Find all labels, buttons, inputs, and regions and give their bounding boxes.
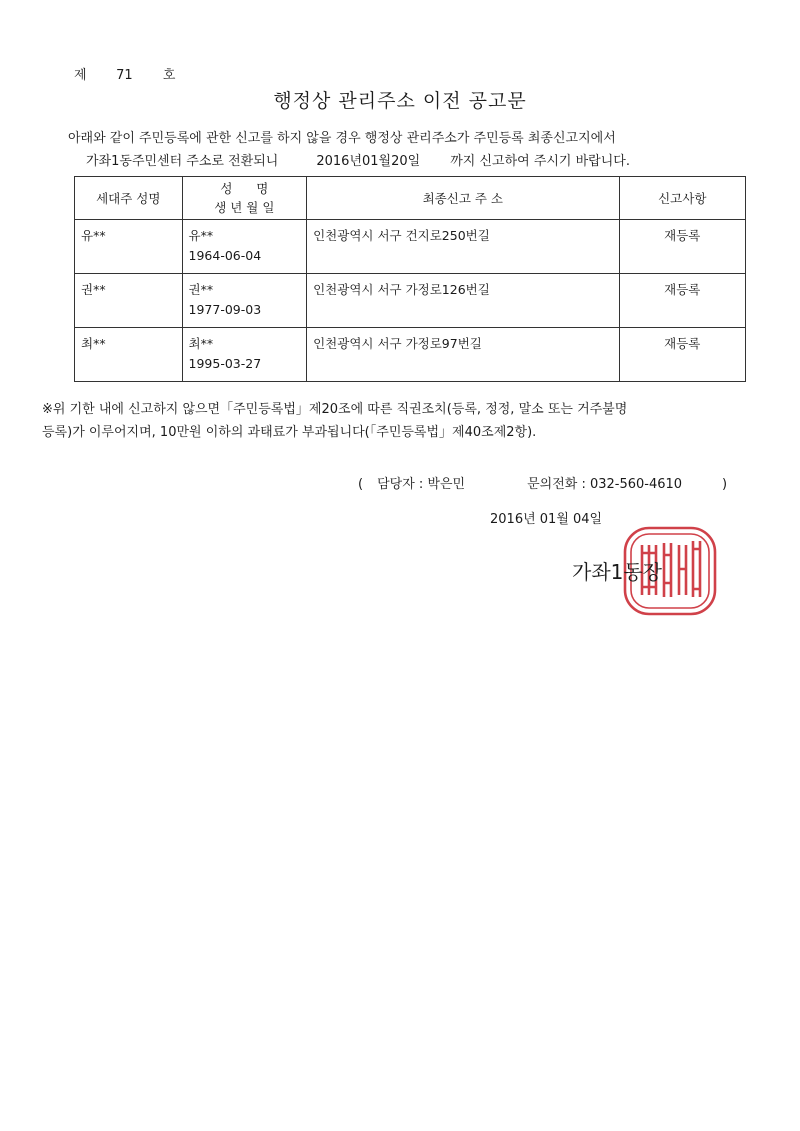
table-row — [75, 220, 746, 274]
header-name: 성 명 — [220, 181, 269, 196]
issuer-name: 가좌1동장 — [572, 560, 663, 584]
table-row — [75, 274, 746, 328]
intro-line-2 — [86, 150, 630, 169]
name-birth-cell — [183, 328, 307, 374]
doc-no-suffix: 호 — [162, 68, 176, 83]
householder-cell: 유** — [81, 228, 106, 243]
doc-no-value: 71 — [116, 68, 133, 83]
address-cell: 인천광역시 서구 가정로97번길 — [313, 336, 482, 351]
doc-no-prefix: 제 — [74, 68, 87, 83]
report-cell: 재등록 — [664, 336, 701, 351]
report-cell: 재등록 — [664, 282, 701, 297]
table-header-row — [75, 177, 746, 220]
contact-line — [358, 473, 727, 492]
intro-line-1: 아래와 같이 주민등록에 관한 신고를 하지 않을 경우 행정상 관리주소가 주민등록 최종신고지에서 — [68, 131, 616, 146]
deadline-date: 2016년01월20일 — [316, 154, 421, 169]
phone-label: 문의전화 : 032-560-4610 — [527, 477, 683, 492]
name-cell: 권** — [188, 282, 214, 297]
report-cell: 재등록 — [664, 228, 701, 243]
address-cell: 인천광역시 서구 가정로126번길 — [313, 282, 490, 297]
records-table — [74, 176, 746, 382]
intro-line-2-a: 가좌1동주민센터 주소로 전환되니 — [86, 154, 279, 169]
page-title: 행정상 관리주소 이전 공고문 — [273, 90, 527, 112]
name-cell: 최** — [188, 336, 214, 351]
notice-line-2: 등록)가 이루어지며, 10만원 이하의 과태료가 부과됩니다(「주민등록법」제40조제2항). — [42, 425, 537, 440]
header-report: 신고사항 — [619, 177, 745, 220]
header-name-birth — [182, 177, 307, 220]
document-number — [74, 64, 175, 83]
birth-cell: 1964-06-04 — [188, 248, 262, 263]
header-householder: 세대주 성명 — [75, 177, 183, 220]
header-address: 최종신고 주 소 — [307, 177, 619, 220]
householder-cell: 최** — [81, 336, 106, 351]
notice-line-1: ※위 기한 내에 신고하지 않으면「주민등록법」제20조에 따른 직권조치(등록, 정정, 말소 또는 거주불명 — [42, 402, 628, 417]
intro-line-2-b: 까지 신고하여 주시기 바랍니다. — [450, 154, 630, 169]
contact-open-paren: ( — [358, 477, 364, 492]
manager-label: 담당자 : 박은민 — [377, 477, 466, 492]
name-birth-cell — [183, 274, 307, 320]
table-row — [75, 328, 746, 382]
birth-cell: 1995-03-27 — [188, 356, 262, 371]
contact-close-paren: ) — [722, 477, 728, 492]
birth-cell: 1977-09-03 — [188, 302, 262, 317]
name-birth-cell — [183, 220, 307, 266]
householder-cell: 권** — [81, 282, 106, 297]
issue-date: 2016년 01월 04일 — [490, 512, 603, 527]
address-cell: 인천광역시 서구 건지로250번길 — [313, 228, 490, 243]
name-cell: 유** — [188, 228, 214, 243]
header-birth: 생 년 월 일 — [214, 200, 275, 215]
